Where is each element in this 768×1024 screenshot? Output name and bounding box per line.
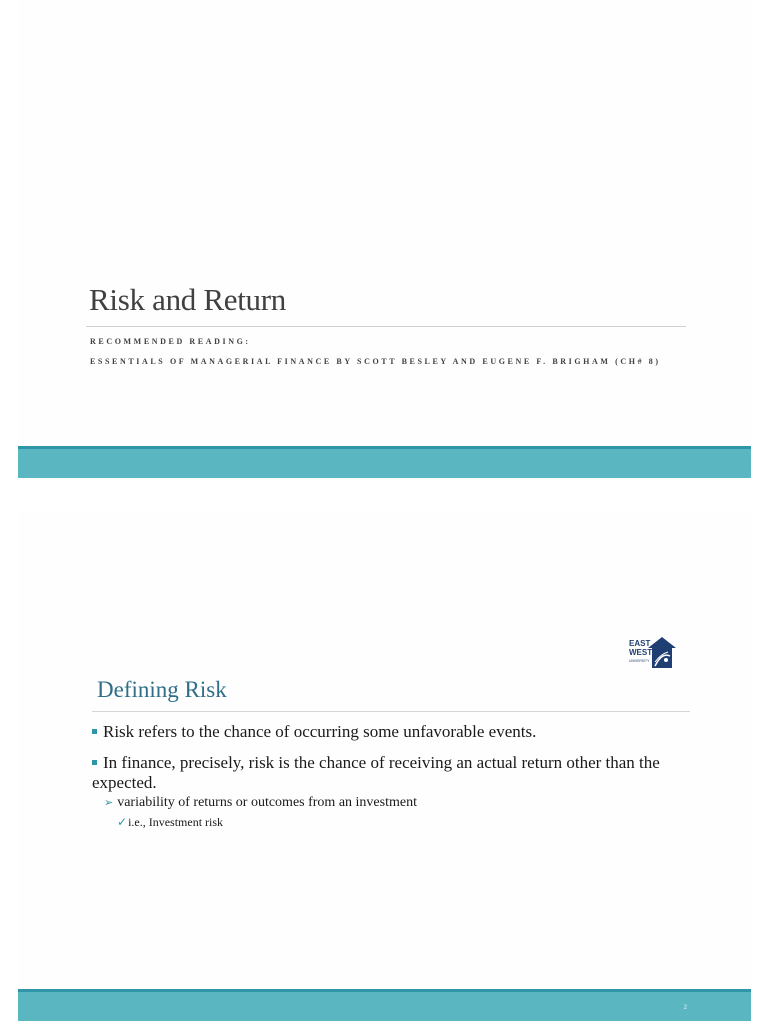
footer-band — [18, 989, 751, 1021]
slide-2 — [18, 512, 751, 1024]
logo-text-west: WEST — [629, 648, 653, 657]
bullet-2: In finance, precisely, risk is the chance of receiving an actual return other than the expected. — [92, 753, 660, 792]
university-logo-icon — [626, 634, 684, 672]
footer-band — [18, 446, 751, 478]
page-number: 2 — [683, 1005, 687, 1011]
slide-1 — [18, 0, 751, 478]
subtitle-line-2: ESSENTIALS OF MANAGERIAL FINANCE BY SCOTT BESLEY AND EUGENE F. BRIGHAM (CH# 8) — [90, 357, 661, 366]
slide-title: Defining Risk — [97, 677, 227, 702]
title-divider — [86, 326, 686, 327]
bullet-1: Risk refers to the chance of occurring some unfavorable events. — [92, 722, 712, 742]
subtitle-line-1: RECOMMENDED READING: — [90, 337, 251, 346]
sub-bullet: ➢ variability of returns or outcomes from an investment — [104, 795, 417, 810]
title-divider — [92, 711, 690, 712]
slide-title: Risk and Return — [89, 282, 286, 317]
checkmark-icon: ✓ — [117, 815, 128, 829]
bullet-square-icon — [92, 729, 97, 734]
bullet-square-icon — [92, 760, 97, 765]
arrow-bullet-icon: ➢ — [104, 797, 114, 809]
logo-text-university: UNIVERSITY — [629, 659, 650, 663]
sub-sub-bullet: ✓i.e., Investment risk — [117, 815, 224, 829]
logo-text-east: EAST — [629, 639, 651, 648]
